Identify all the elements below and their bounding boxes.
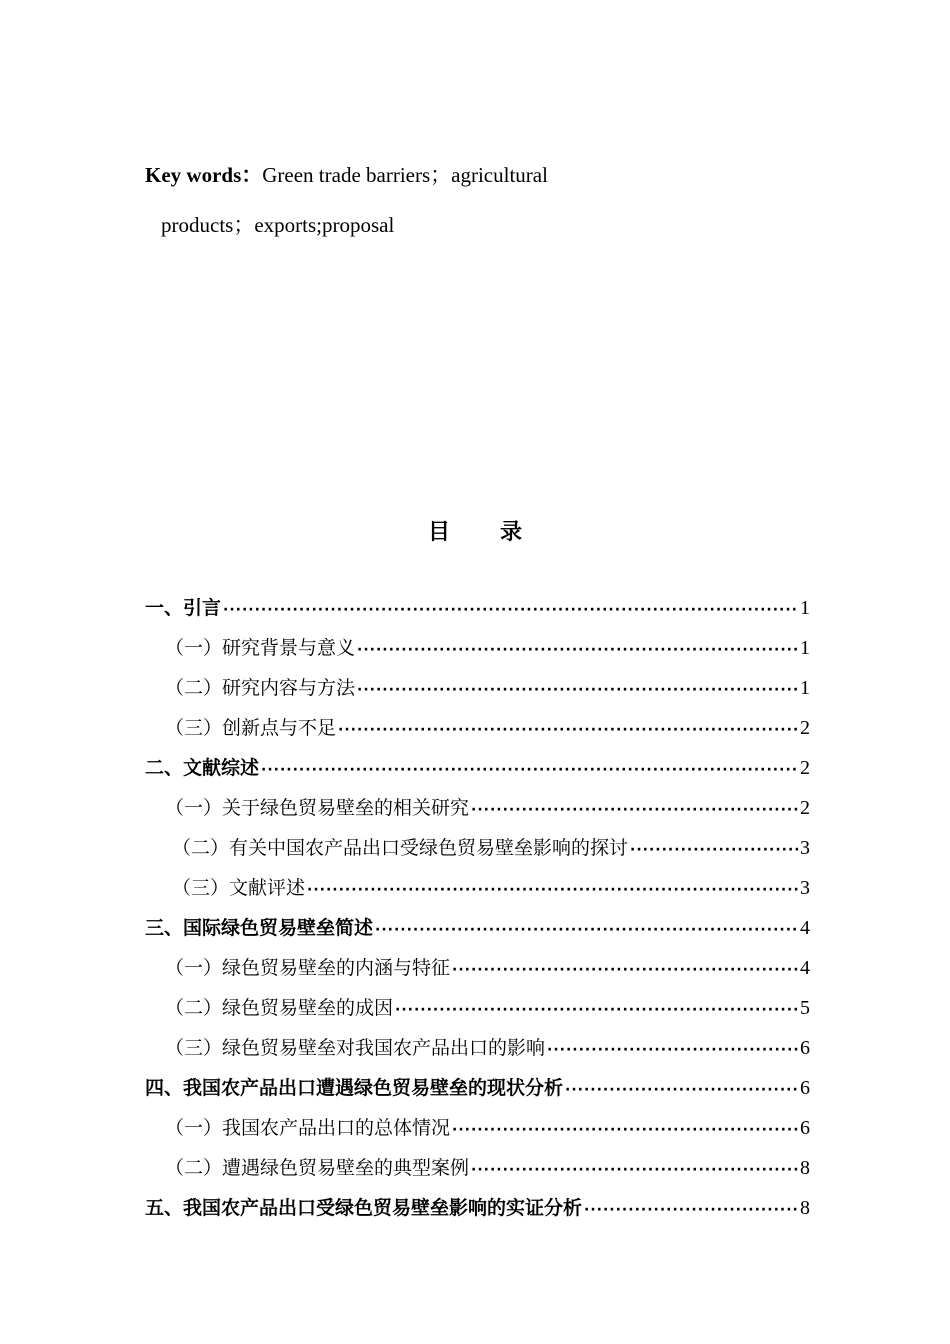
toc-page-number: 1 (800, 677, 810, 699)
toc-page-number: 6 (800, 1077, 810, 1099)
table-of-contents (145, 588, 810, 1228)
toc-entry-text: 一、引言 (145, 597, 222, 619)
toc-section-entry[interactable] (145, 868, 810, 908)
toc-page-number: 3 (800, 837, 810, 859)
toc-chapter-entry[interactable] (145, 748, 810, 788)
toc-page-number: 4 (800, 917, 810, 939)
toc-entry-text: （二）绿色贸易壁垒的成因 (165, 997, 394, 1019)
toc-page-number: 3 (800, 877, 810, 899)
toc-entry-text: （三）绿色贸易壁垒对我国农产品出口的影响 (165, 1037, 546, 1059)
toc-page-number: 1 (800, 637, 810, 659)
toc-page-number: 2 (800, 757, 810, 779)
toc-leader-dots (584, 1190, 798, 1230)
toc-leader-dots (223, 590, 798, 630)
toc-section-entry[interactable] (145, 668, 810, 708)
toc-section-entry[interactable] (145, 828, 810, 868)
toc-leader-dots (395, 990, 798, 1030)
keywords-line2: products；exports;proposal (161, 213, 395, 237)
toc-leader-dots (307, 870, 798, 910)
toc-page-number: 2 (800, 797, 810, 819)
toc-entry-text: （一）绿色贸易壁垒的内涵与特征 (165, 957, 451, 979)
toc-entry-text: （二）有关中国农产品出口受绿色贸易壁垒影响的探讨 (172, 837, 629, 859)
toc-leader-dots (471, 1150, 798, 1190)
toc-section-entry[interactable] (145, 948, 810, 988)
toc-page-number: 8 (800, 1157, 810, 1179)
toc-leader-dots (375, 910, 798, 950)
toc-leader-dots (452, 950, 798, 990)
toc-entry-text: （一）关于绿色贸易壁垒的相关研究 (165, 797, 470, 819)
toc-section-entry[interactable] (145, 788, 810, 828)
toc-entry-text: 五、我国农产品出口受绿色贸易壁垒影响的实证分析 (145, 1197, 583, 1219)
toc-leader-dots (357, 630, 798, 670)
toc-leader-dots (357, 670, 798, 710)
toc-chapter-entry[interactable] (145, 1068, 810, 1108)
toc-section-entry[interactable] (145, 1108, 810, 1148)
toc-leader-dots (338, 710, 798, 750)
toc-entry-text: （二）研究内容与方法 (165, 677, 356, 699)
toc-chapter-entry[interactable] (145, 588, 810, 628)
toc-entry-text: （三）文献评述 (172, 877, 306, 899)
toc-section-entry[interactable] (145, 1028, 810, 1068)
toc-entry-text: 四、我国农产品出口遭遇绿色贸易壁垒的现状分析 (145, 1077, 564, 1099)
toc-page-number: 2 (800, 717, 810, 739)
toc-page-number: 5 (800, 997, 810, 1019)
toc-chapter-entry[interactable] (145, 1188, 810, 1228)
toc-entry-text: 三、国际绿色贸易壁垒简述 (145, 917, 374, 939)
keywords-block (145, 150, 625, 250)
toc-section-entry[interactable] (145, 708, 810, 748)
toc-page-number: 6 (800, 1037, 810, 1059)
toc-chapter-entry[interactable] (145, 908, 810, 948)
toc-section-entry[interactable] (145, 628, 810, 668)
toc-section-entry[interactable] (145, 1148, 810, 1188)
toc-leader-dots (565, 1070, 798, 1110)
toc-entry-text: （三）创新点与不足 (165, 717, 337, 739)
toc-leader-dots (452, 1110, 798, 1150)
toc-leader-dots (471, 790, 798, 830)
toc-page-number: 6 (800, 1117, 810, 1139)
toc-section-entry[interactable] (145, 988, 810, 1028)
toc-page-number: 8 (800, 1197, 810, 1219)
toc-title: 目录 (427, 520, 572, 545)
keywords-label: Key words： (145, 163, 263, 187)
toc-leader-dots (630, 830, 798, 870)
keywords-line1: Green trade barriers；agricultural (262, 163, 548, 187)
toc-entry-text: （一）我国农产品出口的总体情况 (165, 1117, 451, 1139)
toc-entry-text: （二）遭遇绿色贸易壁垒的典型案例 (165, 1157, 470, 1179)
toc-entry-text: （一）研究背景与意义 (165, 637, 356, 659)
toc-page-number: 1 (800, 597, 810, 619)
toc-page-number: 4 (800, 957, 810, 979)
toc-leader-dots (261, 750, 798, 790)
toc-entry-text: 二、文献综述 (145, 757, 260, 779)
toc-leader-dots (547, 1030, 798, 1070)
